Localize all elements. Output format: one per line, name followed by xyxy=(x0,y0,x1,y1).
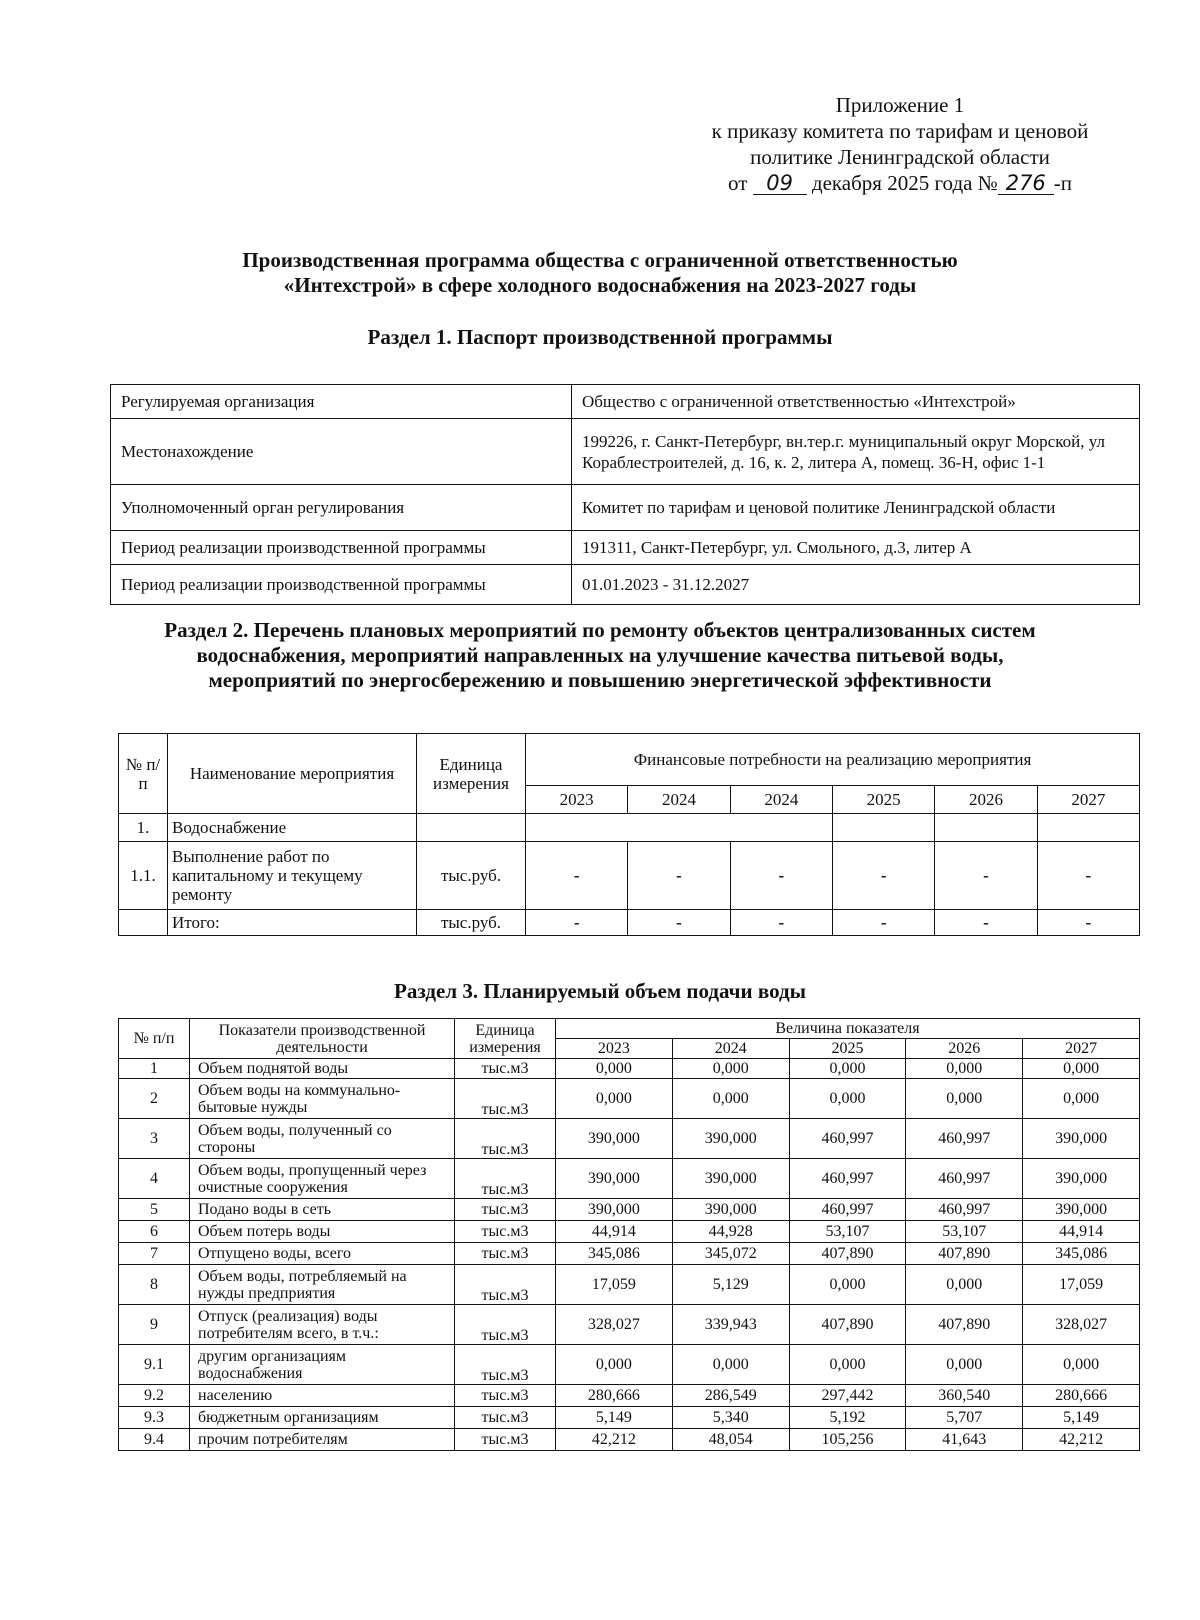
row-value: 0,000 xyxy=(789,1345,906,1385)
row-value: 407,890 xyxy=(789,1243,906,1265)
passport-value: 01.01.2023 - 31.12.2027 xyxy=(572,565,1140,605)
row-value: 5,149 xyxy=(1023,1407,1140,1429)
row-num xyxy=(119,910,168,936)
row-value: - xyxy=(935,842,1037,910)
row-value: 0,000 xyxy=(672,1345,789,1385)
row-unit: тыс.м3 xyxy=(455,1407,556,1429)
table-row xyxy=(119,842,1140,910)
section2-title xyxy=(100,618,1100,693)
row-value: - xyxy=(628,910,730,936)
row-num: 3 xyxy=(119,1119,190,1159)
row-unit: тыс.м3 xyxy=(455,1429,556,1451)
row-value: 0,000 xyxy=(556,1345,673,1385)
row-value: 280,666 xyxy=(556,1385,673,1407)
row-unit: тыс.м3 xyxy=(455,1265,556,1305)
table-row xyxy=(119,1407,1140,1429)
row-name: Отпуск (реализация) воды потребителям всего, в т.ч.: xyxy=(190,1305,455,1345)
appendix-title: Приложение 1 xyxy=(835,93,965,117)
row-value: 0,000 xyxy=(906,1265,1023,1305)
header-year: 2025 xyxy=(832,786,934,814)
row-value: 345,086 xyxy=(1023,1243,1140,1265)
passport-value: Общество с ограниченной ответственностью «Интехстрой» xyxy=(572,385,1140,419)
row-num: 9 xyxy=(119,1305,190,1345)
row-value xyxy=(1037,814,1139,842)
row-unit: тыс.руб. xyxy=(417,842,526,910)
row-value: 5,149 xyxy=(556,1407,673,1429)
header-num: № п/п xyxy=(119,734,168,814)
row-value: 286,549 xyxy=(672,1385,789,1407)
appendix-date-line xyxy=(680,170,1120,196)
header-unit: Единица измерения xyxy=(455,1019,556,1059)
header-name: Показатели производственной деятельности xyxy=(190,1019,455,1059)
row-num: 8 xyxy=(119,1265,190,1305)
row-value: 44,914 xyxy=(556,1221,673,1243)
water-supply-table xyxy=(118,1018,1140,1451)
header-unit: Единица измерения xyxy=(417,734,526,814)
row-value: 0,000 xyxy=(556,1079,673,1119)
row-value: 0,000 xyxy=(789,1059,906,1079)
row-value: - xyxy=(526,842,628,910)
row-value: 390,000 xyxy=(672,1119,789,1159)
table-row xyxy=(119,1199,1140,1221)
row-unit: тыс.м3 xyxy=(455,1159,556,1199)
date-rest: декабря 2025 года № xyxy=(811,171,998,195)
passport-key: Местонахождение xyxy=(111,419,572,485)
row-name: Объем поднятой воды xyxy=(190,1059,455,1079)
table-row xyxy=(119,1305,1140,1345)
row-value: 407,890 xyxy=(906,1243,1023,1265)
header-year: 2026 xyxy=(906,1039,1023,1059)
row-value: 5,192 xyxy=(789,1407,906,1429)
row-value: - xyxy=(730,910,832,936)
row-value: 390,000 xyxy=(1023,1119,1140,1159)
header-year: 2024 xyxy=(628,786,730,814)
row-value: 48,054 xyxy=(672,1429,789,1451)
appendix-order-ref: к приказу комитета по тарифам и ценовой xyxy=(711,119,1089,143)
row-value: 280,666 xyxy=(1023,1385,1140,1407)
row-num: 9.3 xyxy=(119,1407,190,1429)
row-value: 41,643 xyxy=(906,1429,1023,1451)
row-value: 390,000 xyxy=(556,1159,673,1199)
row-unit xyxy=(417,814,526,842)
table-row xyxy=(111,531,1140,565)
row-unit: тыс.м3 xyxy=(455,1199,556,1221)
document-title xyxy=(100,248,1100,298)
row-value: 0,000 xyxy=(906,1059,1023,1079)
table-row xyxy=(119,1385,1140,1407)
row-num: 7 xyxy=(119,1243,190,1265)
row-value: - xyxy=(1037,842,1139,910)
header-finance: Финансовые потребности на реализацию мероприятия xyxy=(526,734,1140,786)
handwritten-order-number: 276 xyxy=(998,172,1054,195)
row-value: 345,072 xyxy=(672,1243,789,1265)
row-value: 460,997 xyxy=(789,1159,906,1199)
row-value: 460,997 xyxy=(906,1159,1023,1199)
header-year: 2025 xyxy=(789,1039,906,1059)
passport-key: Период реализации производственной программы xyxy=(111,565,572,605)
row-value: 17,059 xyxy=(1023,1265,1140,1305)
row-value: - xyxy=(832,910,934,936)
row-value: 328,027 xyxy=(556,1305,673,1345)
table-header-row xyxy=(119,734,1140,786)
header-year: 2024 xyxy=(730,786,832,814)
row-value: - xyxy=(526,910,628,936)
passport-key: Регулируемая организация xyxy=(111,385,572,419)
row-value: 0,000 xyxy=(789,1265,906,1305)
row-value: 0,000 xyxy=(789,1079,906,1119)
row-unit: тыс.м3 xyxy=(455,1079,556,1119)
row-value: 460,997 xyxy=(906,1119,1023,1159)
appendix-header xyxy=(680,92,1120,196)
row-value: 460,997 xyxy=(789,1199,906,1221)
row-name: Объем воды, полученный со стороны xyxy=(190,1119,455,1159)
row-value: 0,000 xyxy=(556,1059,673,1079)
row-value: - xyxy=(832,842,934,910)
row-value: 53,107 xyxy=(789,1221,906,1243)
header-year: 2027 xyxy=(1023,1039,1140,1059)
row-name: населению xyxy=(190,1385,455,1407)
row-unit: тыс.м3 xyxy=(455,1119,556,1159)
table-row xyxy=(119,1265,1140,1305)
row-name: Отпущено воды, всего xyxy=(190,1243,455,1265)
row-value: 5,129 xyxy=(672,1265,789,1305)
row-value: - xyxy=(935,910,1037,936)
row-name: Водоснабжение xyxy=(168,814,417,842)
row-num: 9.2 xyxy=(119,1385,190,1407)
row-name: другим организациям водоснабжения xyxy=(190,1345,455,1385)
row-unit: тыс.м3 xyxy=(455,1345,556,1385)
row-value: 407,890 xyxy=(789,1305,906,1345)
row-value: 460,997 xyxy=(789,1119,906,1159)
row-unit: тыс.м3 xyxy=(455,1059,556,1079)
row-value: 339,943 xyxy=(672,1305,789,1345)
table-row xyxy=(119,1429,1140,1451)
row-value xyxy=(832,814,934,842)
table-row xyxy=(119,1059,1140,1079)
row-unit: тыс.руб. xyxy=(417,910,526,936)
date-prefix: от xyxy=(728,171,748,195)
row-value: 390,000 xyxy=(1023,1159,1140,1199)
row-unit: тыс.м3 xyxy=(455,1221,556,1243)
row-value: 5,340 xyxy=(672,1407,789,1429)
row-value: 105,256 xyxy=(789,1429,906,1451)
header-year: 2023 xyxy=(526,786,628,814)
header-year: 2026 xyxy=(935,786,1037,814)
passport-key: Период реализации производственной программы xyxy=(111,531,572,565)
row-value: 42,212 xyxy=(1023,1429,1140,1451)
table-row xyxy=(111,565,1140,605)
header-year: 2027 xyxy=(1037,786,1139,814)
row-value: 0,000 xyxy=(1023,1079,1140,1119)
row-value: 0,000 xyxy=(672,1059,789,1079)
row-value: 390,000 xyxy=(1023,1199,1140,1221)
table-row xyxy=(119,1079,1140,1119)
row-value: 0,000 xyxy=(906,1079,1023,1119)
table-row xyxy=(119,1221,1140,1243)
row-num: 4 xyxy=(119,1159,190,1199)
table-row xyxy=(111,385,1140,419)
row-value: - xyxy=(1037,910,1139,936)
row-value: 390,000 xyxy=(556,1119,673,1159)
row-unit: тыс.м3 xyxy=(455,1243,556,1265)
row-name: Итого: xyxy=(168,910,417,936)
row-value: 390,000 xyxy=(672,1199,789,1221)
row-num: 9.4 xyxy=(119,1429,190,1451)
row-value: 390,000 xyxy=(672,1159,789,1199)
header-year: 2023 xyxy=(556,1039,673,1059)
row-name: прочим потребителям xyxy=(190,1429,455,1451)
row-value: 44,928 xyxy=(672,1221,789,1243)
row-value: 328,027 xyxy=(1023,1305,1140,1345)
section2-title-line3: мероприятий по энергосбережению и повышению энергетической эффективности xyxy=(208,668,992,692)
row-num: 1 xyxy=(119,1059,190,1079)
row-value: 460,997 xyxy=(906,1199,1023,1221)
order-suffix: -п xyxy=(1053,171,1072,195)
section2-title-line2: водоснабжения, мероприятий направленных на улучшение качества питьевой воды, xyxy=(196,643,1004,667)
section1-title: Раздел 1. Паспорт производственной программы xyxy=(367,325,833,349)
row-name: Объем воды, пропущенный через очистные сооружения xyxy=(190,1159,455,1199)
row-value: 0,000 xyxy=(1023,1059,1140,1079)
header-year: 2024 xyxy=(672,1039,789,1059)
row-value: 17,059 xyxy=(556,1265,673,1305)
row-name: Выполнение работ по капитальному и текущему ремонту xyxy=(168,842,417,910)
row-value: 44,914 xyxy=(1023,1221,1140,1243)
row-value: 0,000 xyxy=(1023,1345,1140,1385)
header-value: Величина показателя xyxy=(556,1019,1140,1039)
table-row-total xyxy=(119,910,1140,936)
passport-value: 199226, г. Санкт-Петербург, вн.тер.г. муниципальный округ Морской, ул Кораблестроителей, д. 16, к. 2, литера А, помещ. 36-Н, офис 1-1 xyxy=(572,419,1140,485)
row-value: 0,000 xyxy=(672,1079,789,1119)
row-value xyxy=(935,814,1037,842)
row-value: 345,086 xyxy=(556,1243,673,1265)
handwritten-day: 09 xyxy=(753,172,807,195)
appendix-committee: политике Ленинградской области xyxy=(750,145,1050,169)
row-num: 9.1 xyxy=(119,1345,190,1385)
table-row xyxy=(119,814,1140,842)
passport-value: 191311, Санкт-Петербург, ул. Смольного, д.3, литер А xyxy=(572,531,1140,565)
row-value: 0,000 xyxy=(906,1345,1023,1385)
row-num: 1.1. xyxy=(119,842,168,910)
row-value xyxy=(526,814,833,842)
passport-value: Комитет по тарифам и ценовой политике Ленинградской области xyxy=(572,485,1140,531)
section3-title: Раздел 3. Планируемый объем подачи воды xyxy=(394,979,806,1003)
row-unit: тыс.м3 xyxy=(455,1385,556,1407)
row-value: 407,890 xyxy=(906,1305,1023,1345)
row-num: 1. xyxy=(119,814,168,842)
row-num: 5 xyxy=(119,1199,190,1221)
row-value: - xyxy=(730,842,832,910)
header-num: № п/п xyxy=(119,1019,190,1059)
row-value: 390,000 xyxy=(556,1199,673,1221)
row-value: 360,540 xyxy=(906,1385,1023,1407)
table-row xyxy=(119,1243,1140,1265)
row-value: 297,442 xyxy=(789,1385,906,1407)
row-num: 6 xyxy=(119,1221,190,1243)
row-name: Объем воды на коммунально-бытовые нужды xyxy=(190,1079,455,1119)
table-row xyxy=(111,419,1140,485)
document-title-line1: Производственная программа общества с ограниченной ответственностью xyxy=(242,248,958,272)
header-name: Наименование мероприятия xyxy=(168,734,417,814)
table-row xyxy=(119,1119,1140,1159)
table-row xyxy=(119,1159,1140,1199)
row-name: Объем воды, потребляемый на нужды предприятия xyxy=(190,1265,455,1305)
table-row xyxy=(119,1345,1140,1385)
row-num: 2 xyxy=(119,1079,190,1119)
row-name: бюджетным организациям xyxy=(190,1407,455,1429)
passport-key: Уполномоченный орган регулирования xyxy=(111,485,572,531)
row-name: Подано воды в сеть xyxy=(190,1199,455,1221)
document-title-line2: «Интехстрой» в сфере холодного водоснабжения на 2023-2027 годы xyxy=(283,273,917,297)
row-name: Объем потерь воды xyxy=(190,1221,455,1243)
section2-title-line1: Раздел 2. Перечень плановых мероприятий по ремонту объектов централизованных систем xyxy=(164,618,1036,642)
table-header-row xyxy=(119,1019,1140,1039)
activities-table xyxy=(118,733,1140,936)
row-value: - xyxy=(628,842,730,910)
row-value: 42,212 xyxy=(556,1429,673,1451)
row-unit: тыс.м3 xyxy=(455,1305,556,1345)
table-row xyxy=(111,485,1140,531)
row-value: 53,107 xyxy=(906,1221,1023,1243)
passport-table xyxy=(110,384,1140,605)
row-value: 5,707 xyxy=(906,1407,1023,1429)
